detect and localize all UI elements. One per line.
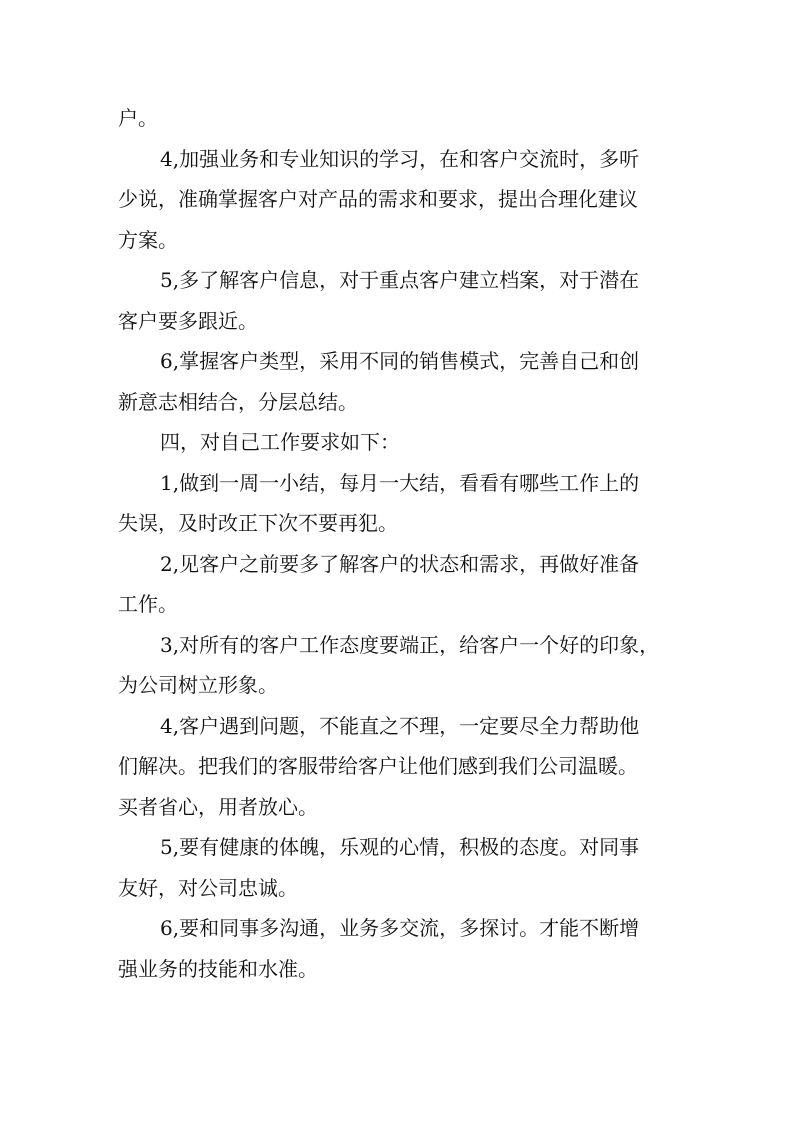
text-line: 新意志相结合，分层总结。	[118, 389, 358, 414]
paragraph	[118, 98, 678, 139]
text-line: 2,见客户之前要多了解客户的状态和需求，再做好准备	[160, 551, 640, 576]
text-line: 3,对所有的客户工作态度要端正，给客户一个好的印象，	[160, 632, 660, 657]
text-line: 4,加强业务和专业知识的学习，在和客户交流时，多听	[160, 146, 640, 171]
text-line: 6,要和同事多沟通，业务多交流，多探讨。才能不断增	[160, 916, 640, 940]
text-line: 强业务的技能和水准。	[118, 956, 318, 981]
paragraph	[118, 260, 678, 341]
text-line: 6,掌握客户类型，采用不同的销售模式，完善自己和创	[160, 349, 640, 373]
paragraph	[118, 827, 678, 908]
text-line: 5,要有健康的体魄，乐观的心情，积极的态度。对同事	[160, 835, 640, 859]
text-line: 客户要多跟近。	[118, 308, 258, 333]
text-line: 1,做到一周一小结，每月一大结，看看有哪些工作上的	[160, 470, 640, 495]
paragraph	[118, 625, 678, 706]
text-line: 友好，对公司忠诚。	[118, 875, 298, 900]
text-line: 们解决。把我们的客服带给客户让他们感到我们公司温暖。	[118, 754, 638, 778]
text-line: 失误，及时改正下次不要再犯。	[118, 511, 398, 535]
paragraph	[118, 544, 678, 625]
text-line: 户。	[118, 106, 158, 130]
text-line: 4,客户遇到问题，不能直之不理，一定要尽全力帮助他	[160, 713, 640, 738]
text-line: 买者省心，用者放心。	[118, 794, 318, 819]
text-line: 少说，准确掌握客户对产品的需求和要求，提出合理化建议	[118, 187, 638, 211]
text-line: 工作。	[118, 592, 178, 616]
paragraph	[118, 706, 678, 828]
text-line: 为公司树立形象。	[118, 673, 278, 697]
text-line: 5,多了解客户信息，对于重点客户建立档案，对于潜在	[160, 268, 640, 292]
paragraph	[118, 463, 678, 544]
paragraph	[118, 422, 678, 463]
paragraph	[118, 908, 678, 989]
paragraph	[118, 139, 678, 261]
document-body	[118, 98, 678, 989]
paragraph	[118, 341, 678, 422]
text-line: 方案。	[118, 227, 178, 252]
text-line: 四，对自己工作要求如下：	[160, 430, 400, 454]
